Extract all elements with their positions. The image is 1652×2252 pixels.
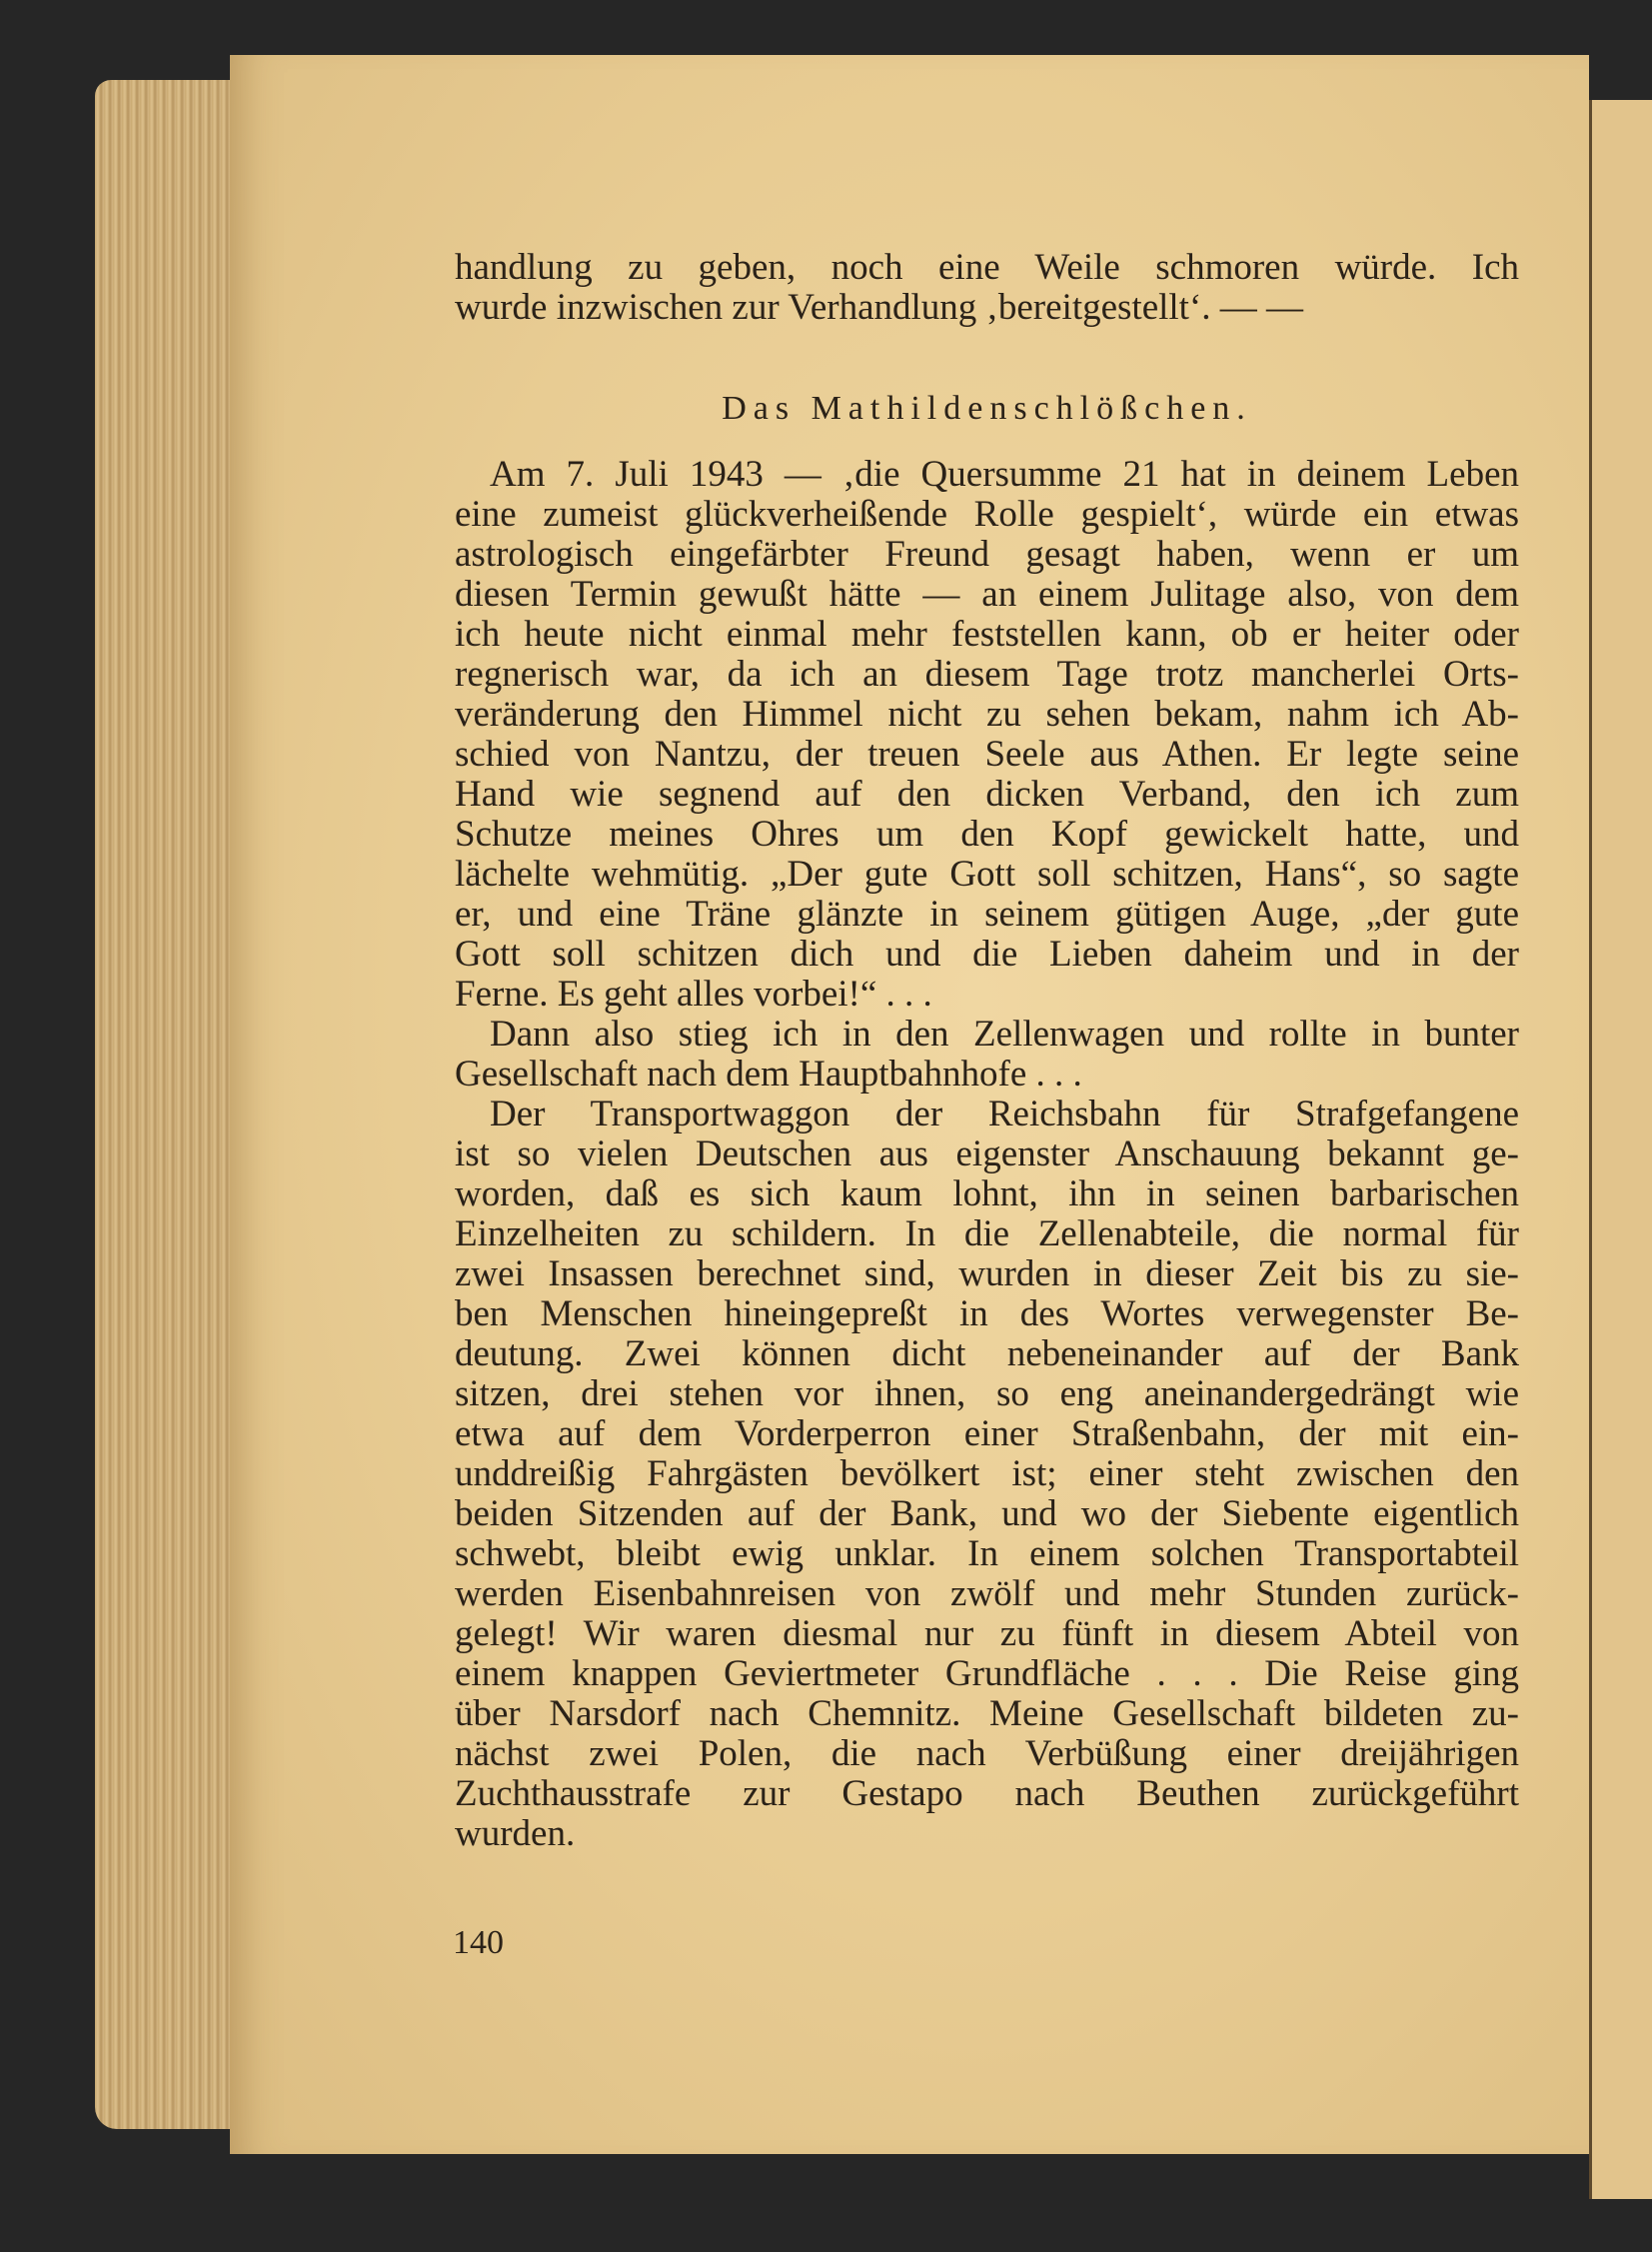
text-line: worden, daß es sich kaum lohnt, ihn in seinen barbarischen	[455, 1174, 1519, 1214]
text-line: ist so vielen Deutschen aus eigenster Anschauung bekannt ge-	[455, 1134, 1519, 1174]
text-line: veränderung den Himmel nicht zu sehen bekam, nahm ich Ab-	[455, 695, 1519, 735]
paragraph	[455, 1015, 1519, 1095]
text-line: diesen Termin gewußt hätte — an einem Julitage also, von dem	[455, 575, 1519, 615]
text-line: Zuchthausstrafe zur Gestapo nach Beuthen zurückgeführt	[455, 1774, 1519, 1814]
text-line: deutung. Zwei können dicht nebeneinander auf der Bank	[455, 1334, 1519, 1374]
text-line: zwei Insassen berechnet sind, wurden in dieser Zeit bis zu sie-	[455, 1254, 1519, 1294]
text-line: Hand wie segnend auf den dicken Verband, den ich zum	[455, 775, 1519, 815]
text-line: er, und eine Träne glänzte in seinem gütigen Auge, „der gute	[455, 895, 1519, 935]
text-line: Der Transportwaggon der Reichsbahn für Strafgefangene	[490, 1095, 1519, 1134]
text-line: gelegt! Wir waren diesmal nur zu fünft in diesem Abteil von	[455, 1614, 1519, 1654]
text-line: schwebt, bleibt ewig unklar. In einem solchen Transportabteil	[455, 1534, 1519, 1574]
paragraph	[455, 455, 1519, 1015]
text-line: sitzen, drei stehen vor ihnen, so eng aneinandergedrängt wie	[455, 1374, 1519, 1414]
continued-text	[455, 248, 1519, 328]
text-line: nächst zwei Polen, die nach Verbüßung einer dreijährigen	[455, 1734, 1519, 1774]
text-line: regnerisch war, da ich an diesem Tage trotz mancherlei Orts-	[455, 655, 1519, 695]
section-heading: Das Mathildenschlößchen.	[722, 390, 1252, 427]
text-line: schied von Nantzu, der treuen Seele aus Athen. Er legte seine	[455, 735, 1519, 775]
text-line: lächelte wehmütig. „Der gute Gott soll schitzen, Hans“, so sagte	[455, 855, 1519, 895]
text-line: Gott soll schitzen dich und die Lieben daheim und in der	[455, 935, 1519, 975]
facing-page-edge	[1589, 100, 1652, 2199]
text-line: werden Eisenbahnreisen von zwölf und mehr Stunden zurück-	[455, 1574, 1519, 1614]
text-line: Am 7. Juli 1943 — ‚die Quersumme 21 hat in deinem Leben	[490, 455, 1519, 495]
text-line: etwa auf dem Vorderperron einer Straßenbahn, der mit ein-	[455, 1414, 1519, 1454]
text-line: Ferne. Es geht alles vorbei!“ . . .	[455, 975, 932, 1015]
text-line: Einzelheiten zu schildern. In die Zellenabteile, die normal für	[455, 1214, 1519, 1254]
text-line: astrologisch eingefärbter Freund gesagt haben, wenn er um	[455, 535, 1519, 575]
text-line: Schutze meines Ohres um den Kopf gewickelt hatte, und	[455, 815, 1519, 855]
text-line: über Narsdorf nach Chemnitz. Meine Gesellschaft bildeten zu-	[455, 1694, 1519, 1734]
text-line: ich heute nicht einmal mehr feststellen kann, ob er heiter oder	[455, 615, 1519, 655]
text-line: handlung zu geben, noch eine Weile schmoren würde. Ich	[455, 248, 1519, 288]
text-line: wurden.	[455, 1814, 576, 1854]
text-line: Gesellschaft nach dem Hauptbahnhofe . . .	[455, 1055, 1082, 1095]
text-line: unddreißig Fahrgästen bevölkert ist; einer steht zwischen den	[455, 1454, 1519, 1494]
paragraph	[455, 1095, 1519, 1854]
text-line: Dann also stieg ich in den Zellenwagen und rollte in bunter	[490, 1015, 1519, 1055]
text-line: einem knappen Geviertmeter Grundfläche . . . Die Reise ging	[455, 1654, 1519, 1694]
text-line: beiden Sitzenden auf der Bank, und wo der Siebente eigentlich	[455, 1494, 1519, 1534]
page-number: 140	[453, 1924, 504, 1961]
text-line: ben Menschen hineingepreßt in des Wortes verwegenster Be-	[455, 1294, 1519, 1334]
text-line: eine zumeist glückverheißende Rolle gespielt‘, würde ein etwas	[455, 495, 1519, 535]
text-line: wurde inzwischen zur Verhandlung ‚bereitgestellt‘. — —	[455, 288, 1304, 328]
body-text	[455, 455, 1519, 1854]
